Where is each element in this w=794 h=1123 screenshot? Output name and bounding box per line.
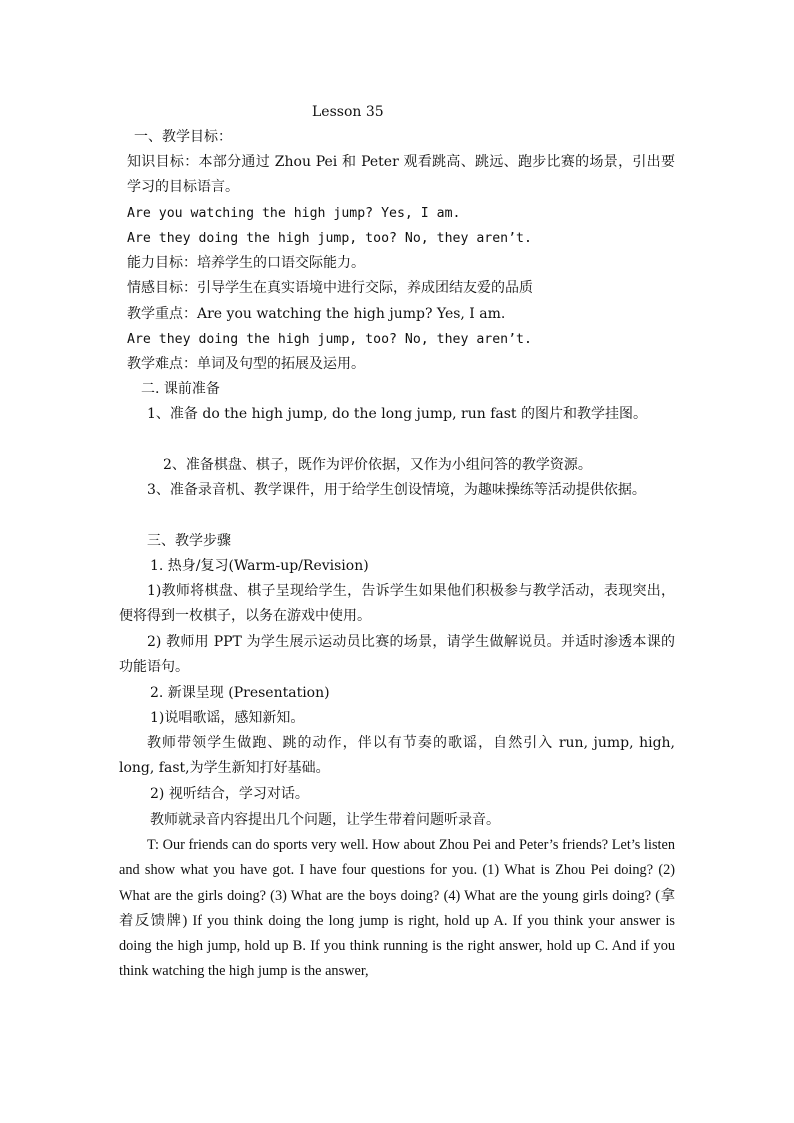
section1-heading: 一、教学目标： — [134, 129, 232, 145]
target-sentence-1: Are you watching the high jump? Yes, I am. — [127, 206, 461, 221]
step2-sub1: 1)说唱歌谣，感知新知。 — [150, 710, 305, 726]
step1-title: 1. 热身/复习(Warm-up/Revision) — [150, 558, 369, 574]
prep-item-3 — [119, 478, 675, 503]
step2-sub2-text: 教师就录音内容提出几个问题，让学生带着问题听录音。 — [150, 812, 500, 828]
lesson-title: Lesson 35 — [312, 104, 384, 120]
step1-paragraph-1 — [119, 579, 675, 630]
step1-paragraph-2 — [119, 630, 675, 681]
step1-paragraph-1-text: 1)教师将棋盘、棋子呈现给学生，告诉学生如果他们积极参与教学活动，表现突出，便将得到一枚棋子，以务在游戏中使用。 — [119, 583, 675, 625]
prep-item-1 — [119, 402, 675, 427]
prep-item-1-text: 1、准备 do the high jump, do the long jump, run fast 的图片和教学挂图。 — [147, 406, 648, 422]
step2-sub1-text: 教师带领学生做跑、跳的动作，伴以有节奏的歌谣，自然引入 run, jump, high, long, fast,为学生新知打好基础。 — [119, 735, 675, 777]
emotion-goal: 情感目标：引导学生在真实语境中进行交际，养成团结友爱的品质 — [127, 280, 533, 296]
key-point-sentence-2: Are they doing the high jump, too? No, they aren’t. — [127, 332, 532, 347]
step2-sub2: 2) 视听结合，学习对话。 — [150, 786, 309, 802]
knowledge-goal — [127, 150, 675, 201]
key-point: 教学重点：Are you watching the high jump? Yes, I am. — [127, 306, 506, 322]
teaching-difficulty: 教学难点：单词及句型的拓展及运用。 — [127, 356, 365, 372]
section3-heading: 三、教学步骤 — [147, 533, 231, 549]
prep-item-3-text: 3、准备录音机、教学课件，用于给学生创设情境，为趣味操练等活动提供依据。 — [147, 482, 646, 498]
step2-sub1-paragraph — [119, 731, 675, 782]
dialogue-text: T: Our friends can do sports very well. How about Zhou Pei and Peter’s friends? Let’s listen and show what you have got. I have four questions for you. (1) What is Zhou Pei doing? (2) What are the girls doing? (3) What are the boys doing? (4) What are the young girls doing? (拿着反馈牌) If you think doing the long jump is right, hold up A. If you think your answer is doing the high jump, hold up B. If you think running is the right answer, hold up C. And if you think watching the high jump is the answer, — [119, 837, 675, 980]
step1-paragraph-2-text: 2) 教师用 PPT 为学生展示运动员比赛的场景，请学生做解说员。并适时渗透本课的功能语句。 — [119, 634, 675, 676]
prep-item-2: 2、准备棋盘、棋子，既作为评价依据，又作为小组问答的教学资源。 — [163, 457, 592, 473]
knowledge-goal-text: 知识目标：本部分通过 Zhou Pei 和 Peter 观看跳高、跳远、跑步比赛的场景，引出要学习的目标语言。 — [127, 154, 675, 196]
step2-title: 2. 新课呈现 (Presentation) — [150, 685, 330, 701]
target-sentence-2: Are they doing the high jump, too? No, they aren’t. — [127, 231, 532, 246]
section2-heading: 二. 课前准备 — [141, 381, 220, 397]
dialogue-paragraph — [119, 833, 675, 985]
ability-goal: 能力目标：培养学生的口语交际能力。 — [127, 255, 365, 271]
